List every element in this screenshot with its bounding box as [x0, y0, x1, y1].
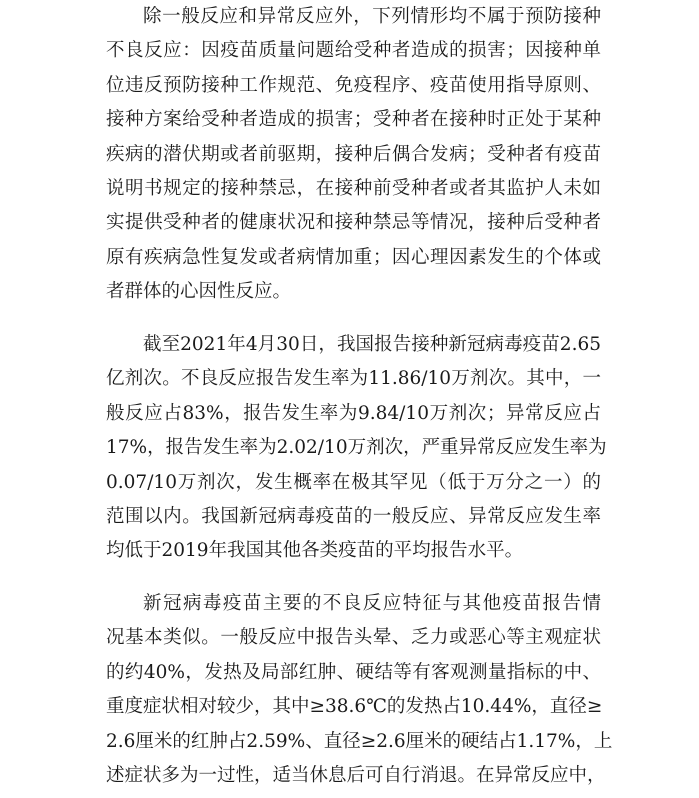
text-line: 说明书规定的接种禁忌，在接种前受种者或者其监护人未如: [106, 177, 601, 199]
text-line: 均低于2019年我国其他各类疫苗的平均报告水平。: [106, 540, 524, 562]
text-line: 亿剂次。不良反应报告发生率为11.86/10万剂次。其中，一: [106, 368, 601, 390]
text-line: 的约40%，发热及局部红肿、硬结等有客观测量指标的中、: [106, 661, 601, 683]
text-line: 接种方案给受种者造成的损害；受种者在接种时正处于某种: [106, 109, 601, 131]
text-line: 范围以内。我国新冠病毒疫苗的一般反应、异常反应发生率: [106, 505, 601, 527]
text-line: 原有疾病急性复发或者病情加重；因心理因素发生的个体或: [106, 246, 601, 268]
text-line: 不良反应：因疫苗质量问题给受种者造成的损害；因接种单: [106, 40, 601, 62]
text-line: 者群体的心因性反应。: [106, 281, 292, 303]
text-line: 位违反预防接种工作规范、免疫程序、疫苗使用指导原则、: [106, 74, 601, 96]
text-line: 疾病的潜伏期或者前驱期，接种后偶合发病；受种者有疫苗: [106, 143, 601, 165]
text-line: 除一般反应和异常反应外，下列情形均不属于预防接种: [143, 6, 601, 27]
text-line: 17%，报告发生率为2.02/10万剂次，严重异常反应发生率为: [106, 437, 607, 459]
text-line: 0.07/10万剂次，发生概率在极其罕见（低于万分之一）的: [106, 471, 601, 493]
paragraph-statistics: [106, 328, 607, 569]
text-line: 截至2021年4月30日，我国报告接种新冠病毒疫苗2.65: [143, 334, 601, 355]
text-line: 实提供受种者的健康状况和接种禁忌等情况，接种后受种者: [106, 212, 601, 234]
text-line: 新冠病毒疫苗主要的不良反应特征与其他疫苗报告情: [143, 593, 601, 614]
paragraph-exclusions: [106, 0, 601, 310]
text-line: 重度症状相对较少，其中≥38.6℃的发热占10.44%，直径≥: [106, 696, 603, 718]
text-line: 述症状多为一过性，适当休息后可自行消退。在异常反应中，: [106, 764, 606, 786]
text-line: 2.6厘米的红肿占2.59%、直径≥2.6厘米的硬结占1.17%，上: [106, 730, 613, 752]
paragraph-characteristics: [106, 587, 613, 793]
text-line: 况基本类似。一般反应中报告头晕、乏力或恶心等主观症状: [106, 627, 601, 649]
text-line: 般反应占83%，报告发生率为9.84/10万剂次；异常反应占: [106, 402, 601, 424]
